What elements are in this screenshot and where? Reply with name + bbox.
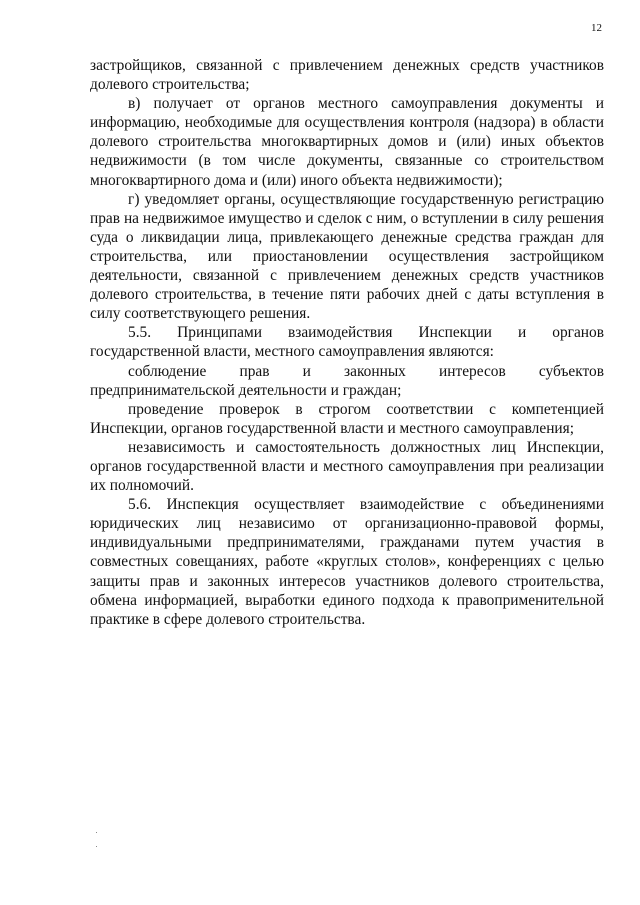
paragraph-item-v: в) получает от органов местного самоуправления документы и информацию, необходимые для осуществления контроля (надзора) в области долевого строительства многоквартирных домов и (или) иных объектов недвижимости (в том числе документы, связанные со строительством многоквартирного дома и (или) иного объекта недвижимости); xyxy=(90,95,604,189)
paragraph-section-5-6: 5.6. Инспекция осуществляет взаимодействие с объединениями юридических лиц независимо от организационно-правовой формы, индивидуальными предпринимателями, гражданами путем участия в совместных совещаниях, работе «круглых столов», конференциях с целью защиты прав и законных интересов участников долевого строительства, обмена информацией, выработки единого подхода к правоприменительной практике в сфере долевого строительства. xyxy=(90,496,604,628)
paragraph-principle-3: независимость и самостоятельность должностных лиц Инспекции, органов государственной власти и местного самоуправления при реализации их полномочий. xyxy=(90,438,604,495)
paragraph-continuation: застройщиков, связанной с привлечением денежных средств участников долевого строительства; xyxy=(90,57,604,94)
paragraph-section-5-5: 5.5. Принципами взаимодействия Инспекции и органов государственной власти, местного самоуправления являются: xyxy=(90,324,604,361)
page-number: 12 xyxy=(591,22,602,34)
paragraph-principle-2: проведение проверок в строгом соответствии с компетенцией Инспекции, органов государственной власти и местного самоуправления; xyxy=(90,400,604,437)
scan-artifact xyxy=(96,846,97,847)
paragraph-principle-1: соблюдение прав и законных интересов субъектов предпринимательской деятельности и граждан; xyxy=(90,362,604,399)
paragraph-item-g: г) уведомляет органы, осуществляющие государственную регистрацию прав на недвижимое имущество и сделок с ним, о вступлении в силу решения суда о ликвидации лица, привлекающего денежные средства граждан для строительства, или приостановлении осуществления застройщиком деятельности, связанной с привлечением денежных средств участников долевого строительства, в течение пяти рабочих дней с даты вступления в силу соответствующего решения. xyxy=(90,190,604,323)
scan-artifact xyxy=(96,832,97,833)
document-body xyxy=(90,56,604,629)
